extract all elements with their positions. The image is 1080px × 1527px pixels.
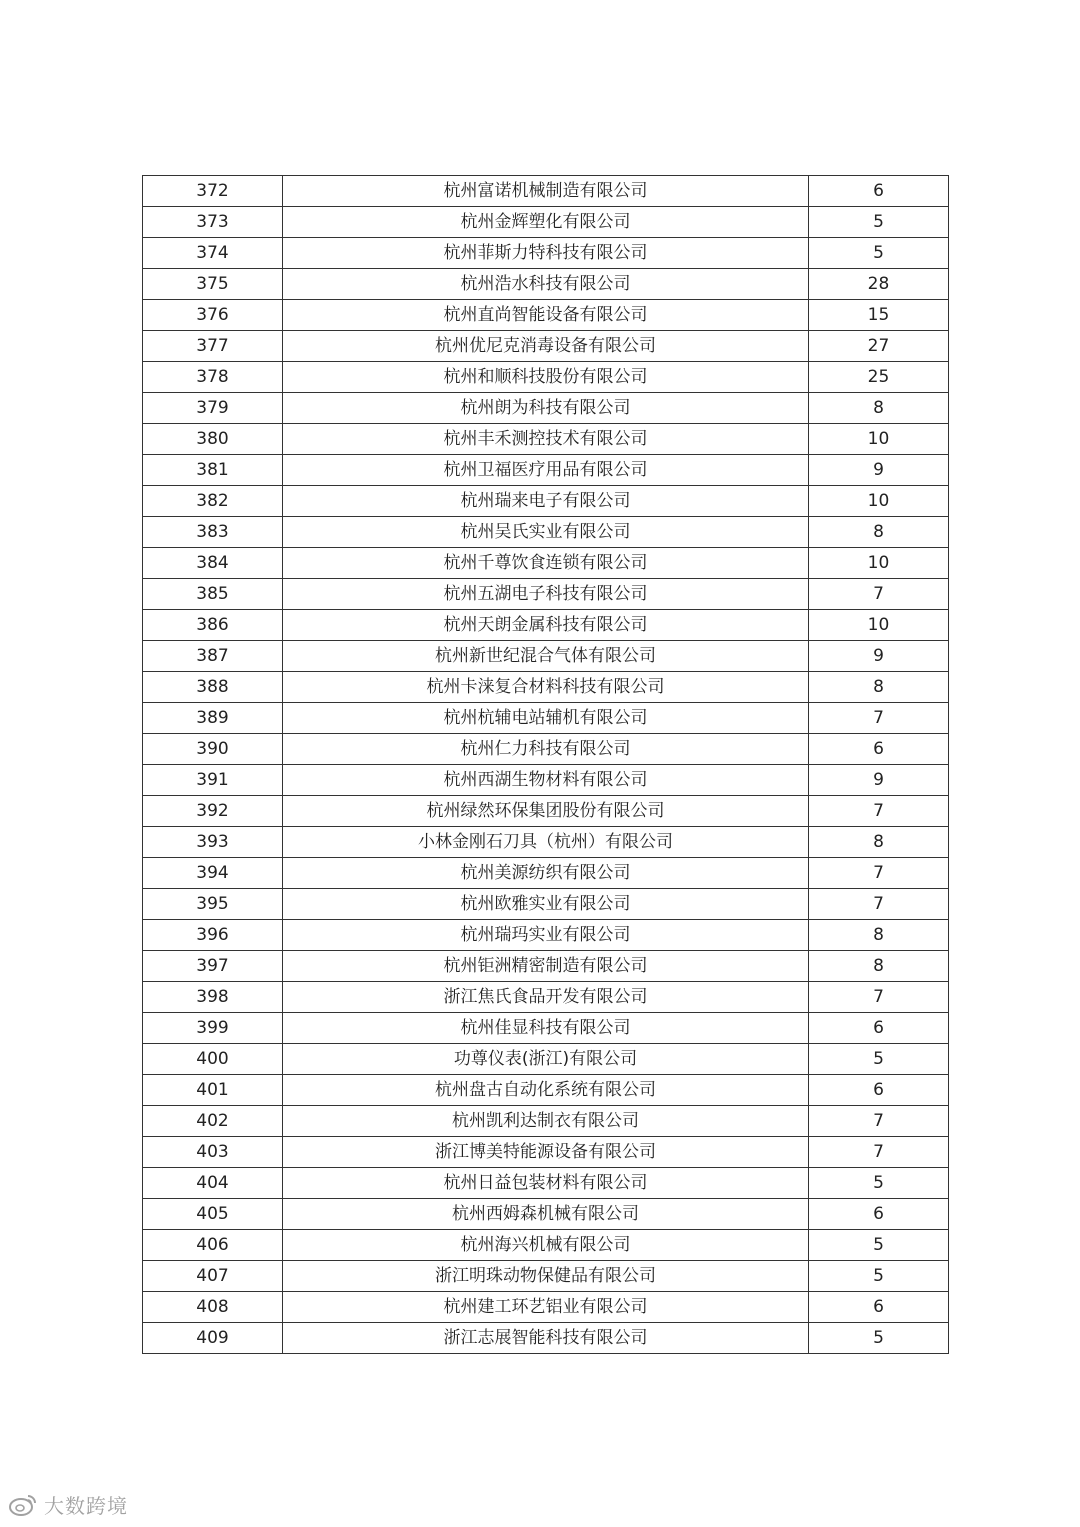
company-name: 杭州丰禾测控技术有限公司 (283, 424, 809, 455)
table-row (143, 610, 949, 641)
row-count: 5 (809, 1261, 949, 1292)
table-row (143, 1168, 949, 1199)
row-number: 379 (143, 393, 283, 424)
row-number: 389 (143, 703, 283, 734)
row-number: 381 (143, 455, 283, 486)
row-number: 395 (143, 889, 283, 920)
row-number: 393 (143, 827, 283, 858)
row-number: 387 (143, 641, 283, 672)
company-name: 浙江博美特能源设备有限公司 (283, 1137, 809, 1168)
row-number: 377 (143, 331, 283, 362)
company-name: 杭州海兴机械有限公司 (283, 1230, 809, 1261)
company-name: 杭州富诺机械制造有限公司 (283, 176, 809, 207)
company-name: 杭州西姆森机械有限公司 (283, 1199, 809, 1230)
table-row (143, 765, 949, 796)
company-name: 杭州日益包装材料有限公司 (283, 1168, 809, 1199)
table-row (143, 1137, 949, 1168)
table-row (143, 486, 949, 517)
row-count: 9 (809, 765, 949, 796)
table-row (143, 393, 949, 424)
table-row (143, 1292, 949, 1323)
company-name: 杭州瑞玛实业有限公司 (283, 920, 809, 951)
row-number: 384 (143, 548, 283, 579)
company-name: 杭州吴氏实业有限公司 (283, 517, 809, 548)
row-count: 5 (809, 1230, 949, 1261)
company-name: 杭州佳显科技有限公司 (283, 1013, 809, 1044)
row-count: 8 (809, 951, 949, 982)
company-table (142, 175, 949, 1354)
row-count: 15 (809, 300, 949, 331)
table-row (143, 641, 949, 672)
company-name: 浙江焦氏食品开发有限公司 (283, 982, 809, 1013)
row-number: 374 (143, 238, 283, 269)
table-row (143, 858, 949, 889)
company-name: 杭州卫福医疗用品有限公司 (283, 455, 809, 486)
row-count: 27 (809, 331, 949, 362)
row-count: 10 (809, 424, 949, 455)
company-name: 杭州直尚智能设备有限公司 (283, 300, 809, 331)
row-count: 5 (809, 1044, 949, 1075)
company-name: 杭州钜洲精密制造有限公司 (283, 951, 809, 982)
row-count: 5 (809, 238, 949, 269)
row-count: 8 (809, 920, 949, 951)
table-row (143, 1261, 949, 1292)
row-number: 409 (143, 1323, 283, 1354)
table-row (143, 424, 949, 455)
row-count: 10 (809, 486, 949, 517)
row-number: 397 (143, 951, 283, 982)
table-row (143, 1323, 949, 1354)
company-name: 杭州凯利达制衣有限公司 (283, 1106, 809, 1137)
table-row (143, 238, 949, 269)
company-name: 杭州金辉塑化有限公司 (283, 207, 809, 238)
row-count: 7 (809, 703, 949, 734)
table-row (143, 517, 949, 548)
row-count: 7 (809, 858, 949, 889)
company-name: 杭州朗为科技有限公司 (283, 393, 809, 424)
row-number: 390 (143, 734, 283, 765)
table-row (143, 300, 949, 331)
table-row (143, 548, 949, 579)
row-count: 9 (809, 455, 949, 486)
company-name: 杭州五湖电子科技有限公司 (283, 579, 809, 610)
company-name: 杭州盘古自动化系统有限公司 (283, 1075, 809, 1106)
row-count: 6 (809, 1292, 949, 1323)
row-number: 391 (143, 765, 283, 796)
row-number: 406 (143, 1230, 283, 1261)
company-name: 浙江明珠动物保健品有限公司 (283, 1261, 809, 1292)
table-row (143, 455, 949, 486)
row-count: 7 (809, 796, 949, 827)
company-name: 小林金刚石刀具（杭州）有限公司 (283, 827, 809, 858)
row-count: 8 (809, 672, 949, 703)
row-number: 373 (143, 207, 283, 238)
table-row (143, 982, 949, 1013)
table-row (143, 1230, 949, 1261)
row-number: 388 (143, 672, 283, 703)
table-row (143, 703, 949, 734)
row-number: 378 (143, 362, 283, 393)
company-name: 杭州建工环艺铝业有限公司 (283, 1292, 809, 1323)
row-number: 398 (143, 982, 283, 1013)
table-row (143, 207, 949, 238)
row-number: 401 (143, 1075, 283, 1106)
company-name: 杭州杭辅电站辅机有限公司 (283, 703, 809, 734)
row-count: 6 (809, 1199, 949, 1230)
company-name: 杭州浩水科技有限公司 (283, 269, 809, 300)
row-count: 6 (809, 176, 949, 207)
row-count: 7 (809, 1106, 949, 1137)
row-number: 407 (143, 1261, 283, 1292)
company-name: 杭州绿然环保集团股份有限公司 (283, 796, 809, 827)
table-row (143, 1106, 949, 1137)
table-row (143, 920, 949, 951)
row-number: 396 (143, 920, 283, 951)
table-row (143, 1013, 949, 1044)
row-number: 386 (143, 610, 283, 641)
company-name: 杭州卡涞复合材料科技有限公司 (283, 672, 809, 703)
row-count: 28 (809, 269, 949, 300)
company-name: 杭州天朗金属科技有限公司 (283, 610, 809, 641)
row-number: 380 (143, 424, 283, 455)
row-number: 405 (143, 1199, 283, 1230)
table-row (143, 269, 949, 300)
company-name: 杭州菲斯力特科技有限公司 (283, 238, 809, 269)
row-number: 399 (143, 1013, 283, 1044)
company-name: 杭州新世纪混合气体有限公司 (283, 641, 809, 672)
weibo-logo-icon (8, 1493, 38, 1517)
row-number: 408 (143, 1292, 283, 1323)
company-name: 杭州西湖生物材料有限公司 (283, 765, 809, 796)
row-count: 7 (809, 889, 949, 920)
table-row (143, 889, 949, 920)
table-row (143, 672, 949, 703)
row-count: 8 (809, 393, 949, 424)
row-count: 7 (809, 982, 949, 1013)
row-number: 404 (143, 1168, 283, 1199)
table-row (143, 951, 949, 982)
row-count: 25 (809, 362, 949, 393)
row-number: 403 (143, 1137, 283, 1168)
company-name: 杭州瑞来电子有限公司 (283, 486, 809, 517)
row-number: 376 (143, 300, 283, 331)
row-count: 5 (809, 1323, 949, 1354)
row-count: 5 (809, 207, 949, 238)
row-number: 394 (143, 858, 283, 889)
row-count: 10 (809, 548, 949, 579)
company-name: 浙江志展智能科技有限公司 (283, 1323, 809, 1354)
table-row (143, 331, 949, 362)
row-count: 8 (809, 827, 949, 858)
table-row (143, 579, 949, 610)
company-name: 杭州和顺科技股份有限公司 (283, 362, 809, 393)
table-row (143, 1044, 949, 1075)
watermark (8, 1490, 128, 1519)
row-number: 392 (143, 796, 283, 827)
row-count: 6 (809, 1013, 949, 1044)
company-name: 杭州优尼克消毒设备有限公司 (283, 331, 809, 362)
table-row (143, 1199, 949, 1230)
row-number: 383 (143, 517, 283, 548)
row-count: 7 (809, 1137, 949, 1168)
row-count: 6 (809, 1075, 949, 1106)
table-row (143, 176, 949, 207)
row-count: 9 (809, 641, 949, 672)
watermark-text: 大数跨境 (44, 1494, 128, 1518)
row-number: 382 (143, 486, 283, 517)
table-row (143, 827, 949, 858)
table-body (143, 176, 949, 1354)
company-name: 杭州仁力科技有限公司 (283, 734, 809, 765)
row-count: 5 (809, 1168, 949, 1199)
company-name: 功尊仪表(浙江)有限公司 (283, 1044, 809, 1075)
table-row (143, 734, 949, 765)
table-row (143, 796, 949, 827)
row-count: 7 (809, 579, 949, 610)
company-name: 杭州千尊饮食连锁有限公司 (283, 548, 809, 579)
table-row (143, 362, 949, 393)
row-number: 385 (143, 579, 283, 610)
row-number: 402 (143, 1106, 283, 1137)
row-count: 10 (809, 610, 949, 641)
row-number: 372 (143, 176, 283, 207)
row-number: 400 (143, 1044, 283, 1075)
table-row (143, 1075, 949, 1106)
row-count: 8 (809, 517, 949, 548)
company-name: 杭州欧雅实业有限公司 (283, 889, 809, 920)
company-name: 杭州美源纺织有限公司 (283, 858, 809, 889)
row-count: 6 (809, 734, 949, 765)
row-number: 375 (143, 269, 283, 300)
